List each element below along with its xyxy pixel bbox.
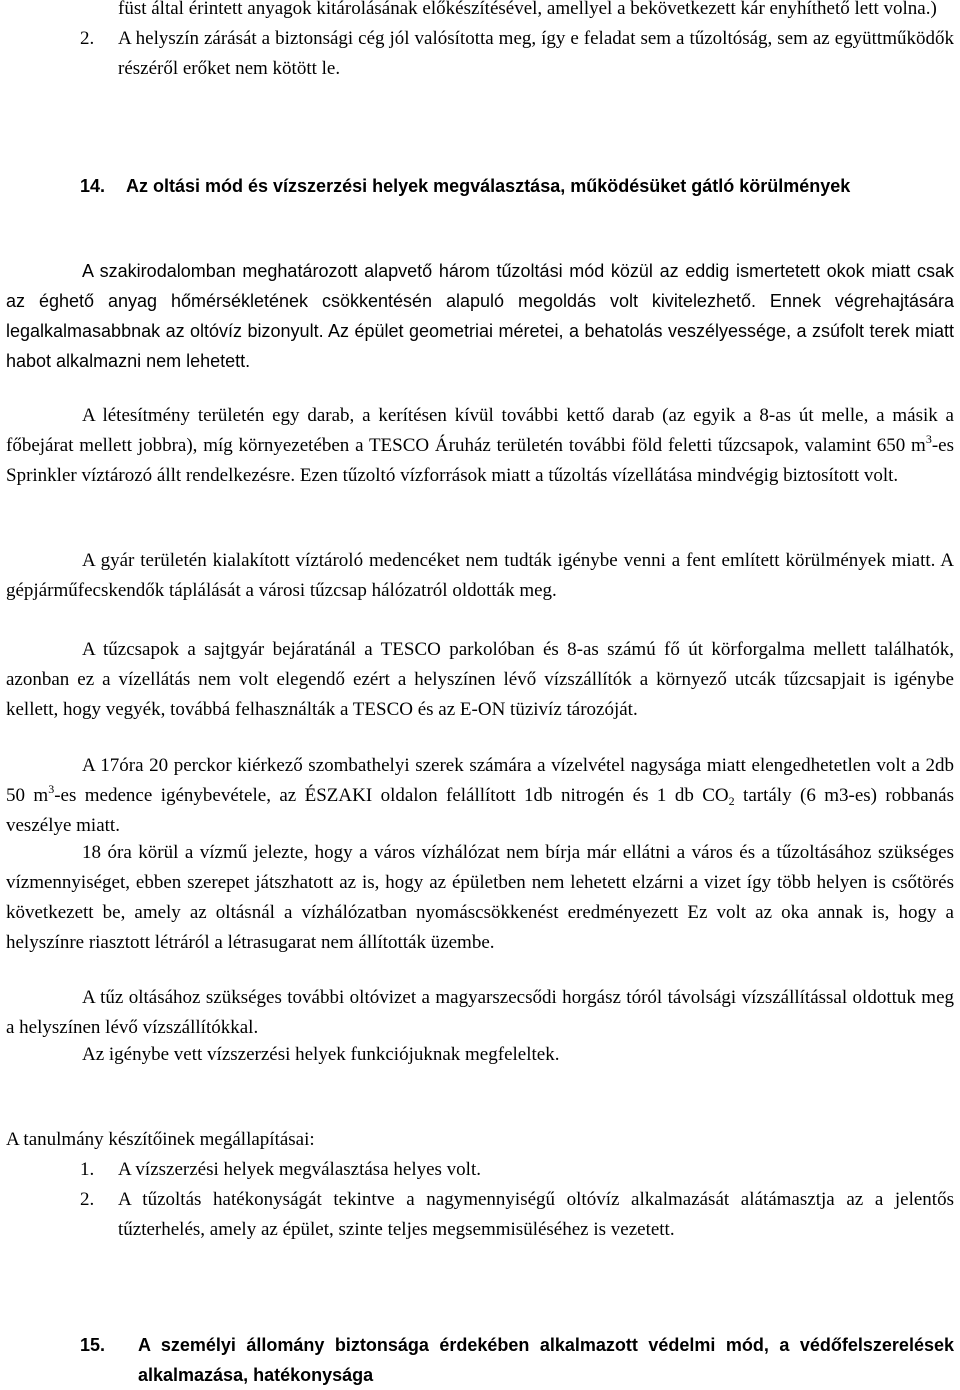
paragraph-text: A tűzcsapok a sajtgyár bejáratánál a TESCO parkolóban és 8-as számú fő út körforgalma mellett találhatók, azonban ez a vízellátás nem volt elegendő ezért a helyszínen lévő vízszállítók a környező utcák tűzcsapjait is igénybe kellett, hogy vegyék, továbbá felhasználták a TESCO és az E-ON tüzivíz tározóját.	[6, 639, 954, 720]
section-title: Az oltási mód és vízszerzési helyek megválasztása, működésüket gátló körülmények	[126, 176, 851, 196]
paragraph-7	[6, 983, 954, 1043]
paragraph-3	[6, 546, 954, 606]
superscript: 3	[48, 782, 55, 796]
intro-list-item-2	[6, 24, 954, 84]
findings-block	[6, 1125, 954, 1245]
paragraph-6	[6, 838, 954, 958]
paragraph-text	[6, 751, 954, 841]
text-run: A 17óra 20 perckor kiérkező szombathelyi szerek számára a vízelvétel nagysága miatt elengedhetetlen volt a 2db 50 m	[6, 755, 954, 806]
section-15-heading	[6, 1330, 954, 1390]
paragraph-1	[6, 256, 954, 376]
findings-intro: A tanulmány készítőinek megállapításai:	[6, 1129, 315, 1150]
findings-item-1	[6, 1155, 954, 1185]
paragraph-8	[6, 1040, 954, 1070]
list-text: A vízszerzési helyek megválasztása helyes volt.	[118, 1159, 481, 1180]
text-run: tartály (6 m3-es) robbanás veszélye miatt.	[6, 785, 954, 836]
section-number: 14.	[80, 176, 106, 196]
intro-continuation: füst által érintett anyagok kitárolásának előkészítésével, amellyel a bekövetkezett kár enyhíthető lett volna.)	[118, 0, 937, 19]
intro-block	[6, 0, 954, 84]
paragraph-5	[6, 751, 954, 841]
findings-item-2	[6, 1185, 954, 1245]
paragraph-text: A tűz oltásához szükséges további oltóvizet a magyarszecsődi horgász tóról távolsági vízszállítással oldottuk meg a helyszínen lévő vízszállítókkal.	[6, 987, 954, 1038]
subscript: 2	[728, 794, 735, 808]
list-number: 2.	[80, 28, 95, 49]
paragraph-text: 18 óra körül a vízmű jelezte, hogy a város vízhálózat nem bírja már ellátni a város és a tűzoltásához szükséges vízmennyiséget, ebben szerepet játszhatott az is, hogy az épületben nem lehetett elzárni a vizet így több helyen is csőtörés következett be, amely az oltásnál a vízhálózatban nyomáscsökkenést eredményezett Ez volt az oka annak is, hogy a helyszínre riasztott létráról a létrasugarat nem állították üzembe.	[6, 842, 954, 953]
list-number: 1.	[80, 1159, 95, 1180]
paragraph-4	[6, 635, 954, 725]
text-run: -es medence igénybevétele, az ÉSZAKI oldalon felállított 1db nitrogén és 1 db CO	[54, 785, 729, 806]
list-text: A helyszín zárását a biztonsági cég jól valósította meg, így e feladat sem a tűzoltóság, sem az együttműködők részéről erőket nem kötött le.	[118, 28, 954, 79]
paragraph-text: A szakirodalomban meghatározott alapvető három tűzoltási mód közül az eddig ismertetett okok miatt csak az éghető anyag hőmérsékletének csökkentésén alapuló megoldás volt kivitelezhető. Ennek végrehajtására legalkalmasabbnak az oltóvíz bizonyult. Az épület geometriai méretei, a behatolás veszélyessége, a zsúfolt terek miatt habot alkalmazni nem lehetett.	[6, 261, 954, 371]
section-title: A személyi állomány biztonsága érdekében alkalmazott védelmi mód, a védőfelszerelések alkalmazása, hatékonysága	[138, 1335, 954, 1385]
paragraph-text: Az igénybe vett vízszerzési helyek funkciójuknak megfeleltek.	[82, 1044, 560, 1065]
list-number: 2.	[80, 1189, 95, 1210]
paragraph-text	[6, 401, 954, 491]
paragraph-2	[6, 401, 954, 491]
superscript: 3	[925, 432, 932, 446]
text-run: -es Sprinkler víztározó állt rendelkezésre. Ezen tűzoltó vízforrások miatt a tűzoltás vízellátása mindvégig biztosított volt.	[6, 435, 954, 486]
list-text: A tűzoltás hatékonyságát tekintve a nagymennyiségű oltóvíz alkalmazását alátámasztja az a jelentős tűzterhelés, amely az épület, szinte teljes megsemmisüléséhez is vezetett.	[118, 1189, 954, 1240]
section-14-heading	[6, 171, 954, 201]
section-number: 15.	[80, 1335, 106, 1355]
text-run: A létesítmény területén egy darab, a kerítésen kívül további kettő darab (az egyik a 8-as út melle, a másik a főbejárat mellett jobbra), míg környezetében a TESCO Áruház területén további föld feletti tűzcsapok, valamint 650 m	[6, 405, 954, 456]
paragraph-text: A gyár területén kialakított víztároló medencéket nem tudták igénybe venni a fent említett körülmények miatt. A gépjárműfecskendők táplálását a városi tűzcsap hálózatról oldották meg.	[6, 550, 954, 601]
